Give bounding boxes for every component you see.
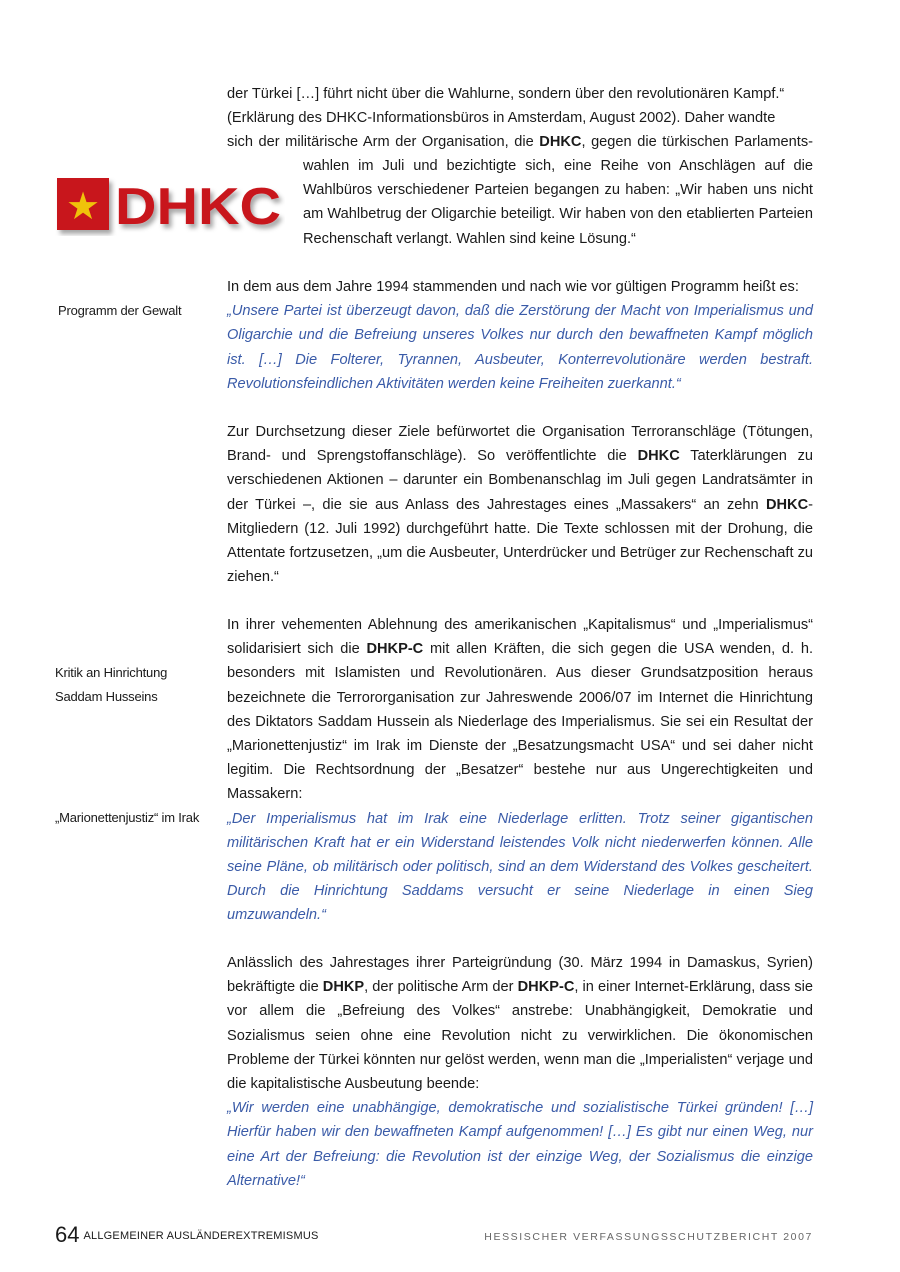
margin-note-marionettenjustiz: „Marionettenjustiz“ im Irak (55, 810, 200, 825)
ziele-paragraph: Zur Durchsetzung dieser Ziele befürwortet die Organisation Terroranschläge (Tötungen, Brand- und Sprengstoffanschläge). So veröffentlichte die DHKC Taterklärungen zu verschiedenen Aktionen – darunter ein Bombenanschlag im Juli gegen Landratsämter in der Türkei –, die sie aus Anlass des Jahrestages eines „Massakers“ an zehn DHKC-Mitgliedern (12. Juli 1992) durchgeführt hatte. Die Texte schlossen mit der Drohung, die Attentate fortzusetzen, „um die Ausbeuter, Unterdrücker und Betrüger zur Rechenschaft zu ziehen.“ (227, 424, 813, 586)
intro-wrapped-text: wahlen im Juli und bezichtigte sich, eine Reihe von Anschlägen auf die Wahlbüros verschiedener Parteien begangen zu haben: „Wir haben uns nicht am Wahlbetrug der Oligarchie beteiligt. Wir haben von den etablierten Parteien Rechenschaft verlangt. Wahlen sind keine Lösung.“ (303, 158, 813, 247)
margin-note-kritik: Kritik an Hinrichtung Saddam Husseins (55, 665, 168, 704)
publication-title: HESSISCHER VERFASSUNGSSCHUTZBERICHT 2007 (484, 1231, 813, 1243)
star-icon: ★ (65, 184, 101, 228)
dhkc-logo (55, 172, 285, 236)
kapitalismus-paragraph: In ihrer vehementen Ablehnung des amerikanischen „Kapitalismus“ und „Imperialismus“ solidarisiert sich die DHKP-C mit allen Kräften, die sich gegen die USA wenden, d. h. besonders mit Islamisten und Revolutionären. Aus dieser Grundsatzposition heraus bezeichnete die Terrororganisation zur Jahreswende 2006/07 im Internet die Hinrichtung des Diktators Saddam Hussein als Niederlage des Imperialismus. Sie sei ein Resultat der „Marionettenjustiz“ im Irak im Dienste der „Besatzungsmacht USA“ und sei daher nicht legitim. Die Rechtsordnung der „Besatzer“ bestehe nur aus Ungerechtigkeiten und Massakern: „Der Imperialismus hat im Irak eine Niederlage erlitten. Trotz seiner gigantischen militärischen Kraft hat er ein Widerstand leistendes Volk nicht niederwerfen können. Alle seine Pläne, ob militärisch oder politisch, sind an dem Widerstand des Volkes gescheitert. Durch die Hinrichtung Saddams versucht er seine Niederlage in einen Sieg umzuwandeln.“ (227, 613, 813, 928)
programm-quote: „Unsere Partei ist überzeugt davon, daß die Zerstörung der Macht von Imperialismus und Oligarchie und die Befreiung unseres Volkes nur durch den bewaffneten Kampf möglich ist. […] Die Folterer, Tyrannen, Ausbeuter, Konterrevolutionäre werden bestraft. Revolutionsfeindlichen Aktivitäten werden keine Freiheiten zuerkannt.“ (227, 303, 813, 392)
intro-paragraph (227, 82, 813, 155)
irak-quote: „Der Imperialismus hat im Irak eine Niederlage erlitten. Trotz seiner gigantischen militärischen Kraft hat er ein Widerstand leistendes Volk nicht niederwerfen können. Alle seine Pläne, ob militärisch oder politisch, sind an dem Widerstand des Volkes gescheitert. Durch die Hinrichtung Saddams versucht er seine Niederlage in einen Sieg umzuwandeln.“ (227, 810, 813, 924)
intro-line-2: (Erklärung des DHKC-Informationsbüros in Amsterdam, August 2002). Daher wandte (227, 110, 776, 127)
logo-text: DHKC (115, 178, 281, 236)
tuerkei-quote: „Wir werden eine unabhängige, demokratische und sozialistische Türkei gründen! […] Hierfür haben wir den bewaffneten Kampf aufgenommen! […] Es gibt nur einen Weg, nur eine Art der Befreiung: die Revolution ist der einzige Weg, der Sozialismus die einzige Alternative!“ (227, 1100, 813, 1189)
footer-left (55, 1222, 319, 1248)
page-number: 64 (55, 1222, 80, 1247)
jahrestag-paragraph: Anlässlich des Jahrestages ihrer Parteigründung (30. März 1994 in Damaskus, Syrien) bekräftigte die DHKP, der politische Arm der DHKP-C, in einer Internet-Erklärung, dass sie vor allem die „Befreiung des Volkes“ anstrebe: Unabhängigkeit, Demokratie und Sozialismus seien ohne eine Revolution nicht zu verwirklichen. Die ökonomischen Probleme der Türkei könnten nur gelöst werden, wenn man die „Imperialisten“ verjage und die kapitalistische Ausbeutung beende: „Wir werden eine unabhängige, demokratische und sozialistische Türkei gründen! […] Hierfür haben wir den bewaffneten Kampf aufgenommen! […] Es gibt nur einen Weg, nur eine Art der Befreiung: die Revolution ist der einzige Weg, der Sozialismus die einzige Alternative!“ (227, 951, 813, 1193)
intro-line-1: der Türkei […] führt nicht über die Wahlurne, sondern über den revolutionären Kampf.“ (227, 86, 785, 102)
section-title: ALLGEMEINER AUSLÄNDEREXTREMISMUS (83, 1230, 319, 1242)
intro-line-3: sich der militärische Arm der Organisation, die DHKC, gegen die türkischen Parlaments- (227, 134, 813, 151)
programm-paragraph: In dem aus dem Jahre 1994 stammenden und nach wie vor gültigen Programm heißt es: „Unsere Partei ist überzeugt davon, daß die Zerstörung der Macht von Imperialismus und Oligarchie und die Befreiung unseres Volkes nur durch den bewaffneten Kampf möglich ist. […] Die Folterer, Tyrannen, Ausbeuter, Konterrevolutionäre werden bestraft. Revolutionsfeindlichen Aktivitäten werden keine Freiheiten zuerkannt.“ (227, 275, 813, 396)
margin-note-programm: Programm der Gewalt (58, 303, 182, 318)
